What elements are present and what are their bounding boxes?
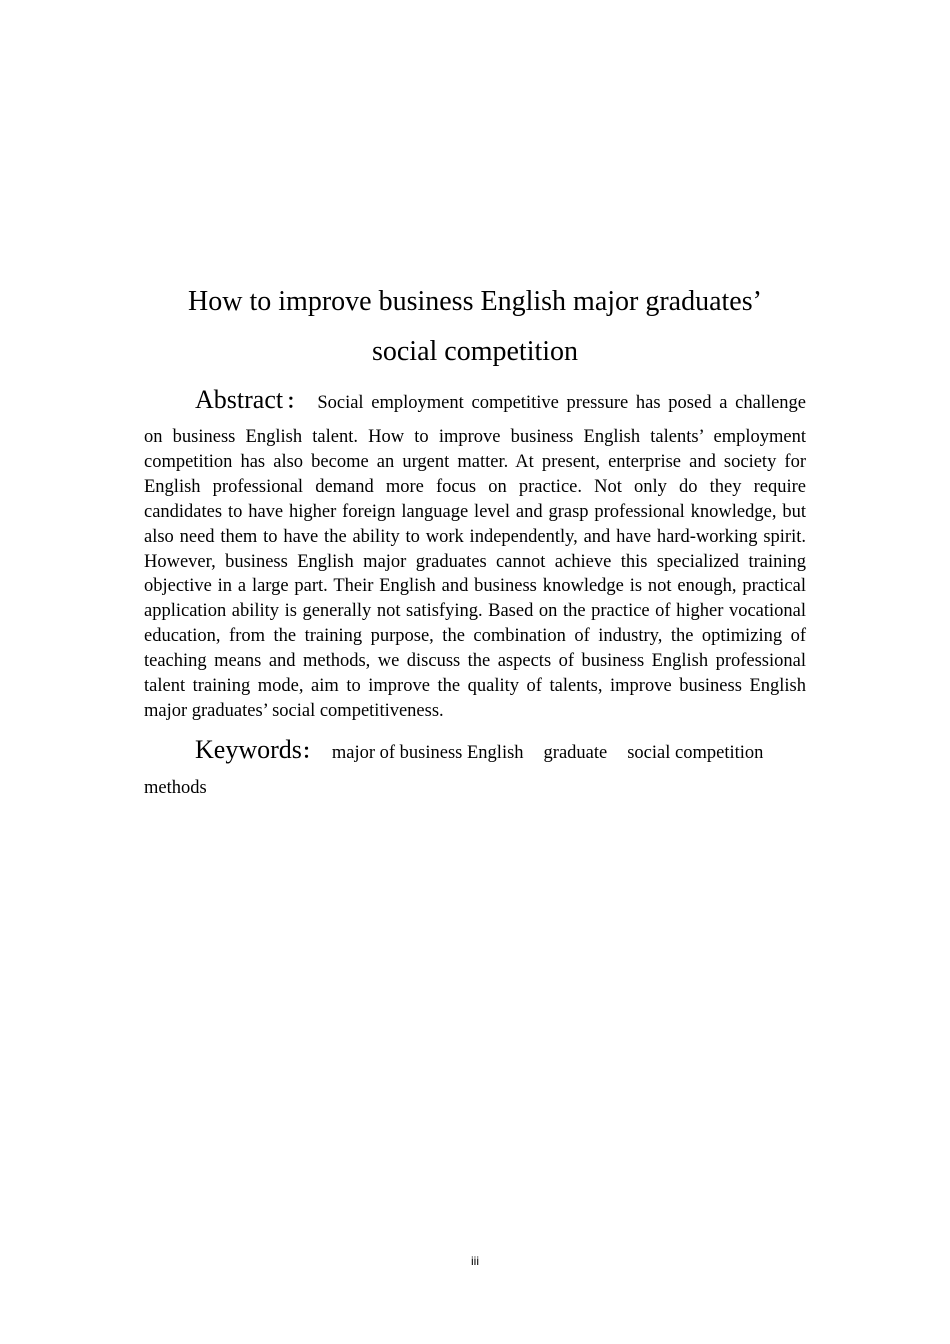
abstract-colon: ： — [283, 391, 310, 413]
abstract-label: Abstract — [195, 385, 284, 414]
abstract-first-line — [144, 380, 806, 423]
abstract-opening-text: Social employment competitive pressure has posed a challenge — [317, 393, 807, 413]
keywords-first-line — [144, 730, 806, 773]
abstract-body: on business English talent. How to improve business English talents’ employment competition has also become an urgent matter. At present, enterprise and society for English professional demand more focus on practice. Not only do they require candidates to have higher foreign language level and grasp professional knowledge, but also need them to have the ability to work independently, and have hard-working spirit. However, business English major graduates cannot achieve this specialized training objective in a large part. Their English and business knowledge is not enough, practical application ability is generally not satisfying. Based on the practice of higher vocational education, from the training purpose, the combination of industry, the optimizing of teaching means and methods, we discuss the aspects of business English professional talent training mode, aim to improve the quality of talents, improve business English major graduates’ social competitiveness. — [144, 427, 806, 721]
keywords-colon: ： — [301, 741, 322, 763]
keyword-item: methods — [144, 778, 207, 798]
keyword-item: social competition — [627, 743, 764, 763]
paper-title — [144, 277, 806, 377]
keywords-section — [144, 730, 806, 803]
title-line-1: How to improve business English major graduates’ — [188, 286, 762, 317]
keywords-label: Keywords — [195, 735, 302, 764]
keyword-item: graduate — [543, 743, 608, 763]
page-number: iii — [471, 1254, 479, 1268]
keyword-item: major of business English — [331, 743, 524, 763]
abstract-section — [144, 380, 806, 724]
title-line-2: social competition — [371, 336, 579, 367]
